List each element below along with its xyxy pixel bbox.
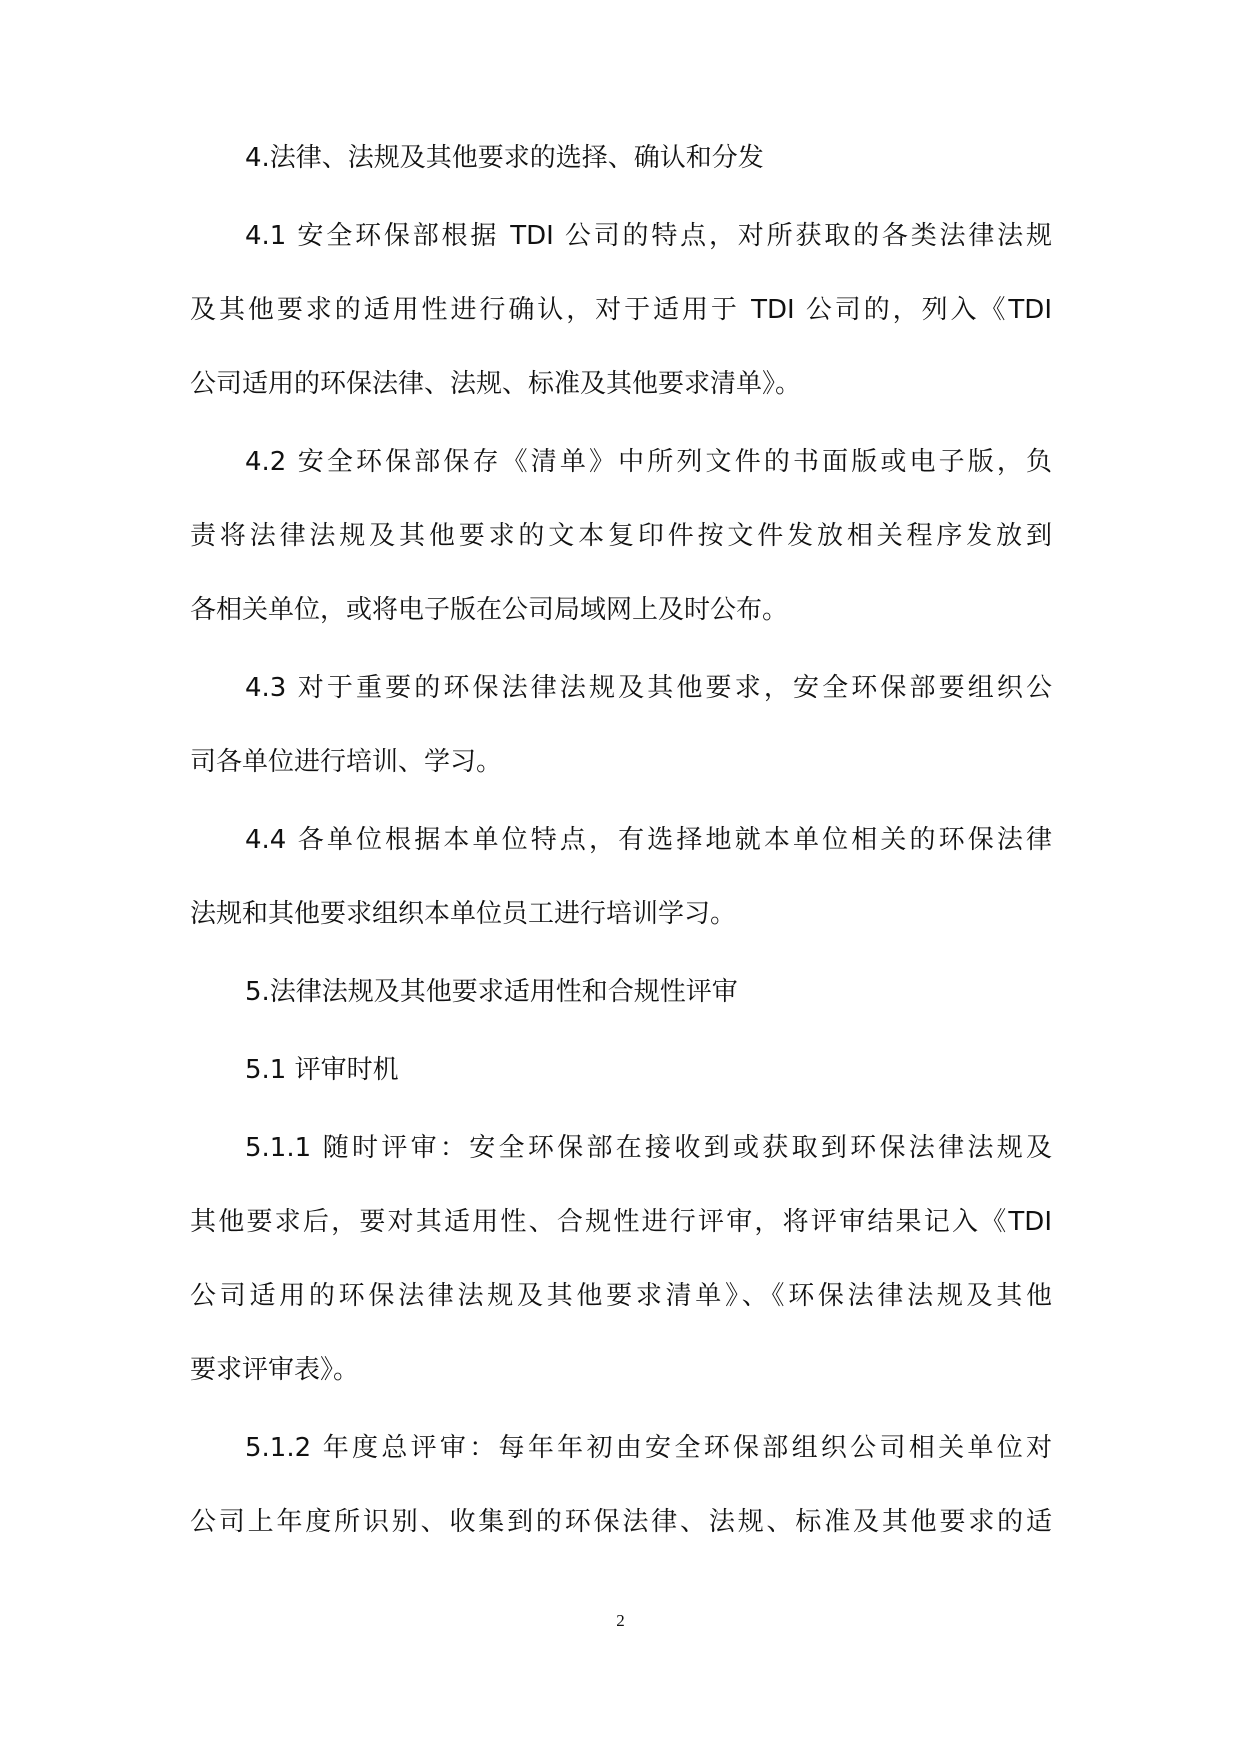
paragraph-4-3-line-2: 司各单位进行培训、学习。 [190, 747, 503, 777]
paragraph-4-1-line-2: 及其他要求的适用性进行确认，对于适用于 TDI 公司的，列入《TDI [190, 295, 1052, 325]
subsection-heading-5-1: 5.1 评审时机 [245, 1055, 399, 1085]
section-heading-4: 4.法律、法规及其他要求的选择、确认和分发 [245, 143, 764, 173]
paragraph-5-1-1-line-1: 5.1.1 随时评审：安全环保部在接收到或获取到环保法律法规及 [245, 1133, 1052, 1163]
paragraph-5-1-1-line-3: 公司适用的环保法律法规及其他要求清单》、《环保法律法规及其他 [190, 1281, 1052, 1311]
paragraph-5-1-2-line-1: 5.1.2 年度总评审：每年年初由安全环保部组织公司相关单位对 [245, 1433, 1052, 1463]
paragraph-4-1-line-1: 4.1 安全环保部根据 TDI 公司的特点，对所获取的各类法律法规 [245, 221, 1052, 251]
paragraph-5-1-1-line-4: 要求评审表》。 [190, 1355, 360, 1385]
paragraph-4-2-line-2: 责将法律法规及其他要求的文本复印件按文件发放相关程序发放到 [190, 521, 1052, 551]
paragraph-4-2-line-1: 4.2 安全环保部保存《清单》中所列文件的书面版或电子版，负 [245, 447, 1052, 477]
paragraph-4-4-line-2: 法规和其他要求组织本单位员工进行培训学习。 [190, 899, 737, 929]
paragraph-4-4-line-1: 4.4 各单位根据本单位特点，有选择地就本单位相关的环保法律 [245, 825, 1052, 855]
page-number: 2 [616, 1611, 625, 1630]
paragraph-4-2-line-3: 各相关单位，或将电子版在公司局域网上及时公布。 [190, 595, 789, 625]
document-body [190, 139, 1052, 1541]
paragraph-4-3-line-1: 4.3 对于重要的环保法律法规及其他要求，安全环保部要组织公 [245, 673, 1052, 703]
paragraph-5-1-2-line-2: 公司上年度所识别、收集到的环保法律、法规、标准及其他要求的适 [190, 1507, 1052, 1537]
paragraph-4-1-line-3: 公司适用的环保法律、法规、标准及其他要求清单》。 [190, 369, 802, 399]
section-heading-5: 5.法律法规及其他要求适用性和合规性评审 [245, 977, 738, 1007]
paragraph-5-1-1-line-2: 其他要求后，要对其适用性、合规性进行评审，将评审结果记入《TDI [190, 1207, 1052, 1237]
